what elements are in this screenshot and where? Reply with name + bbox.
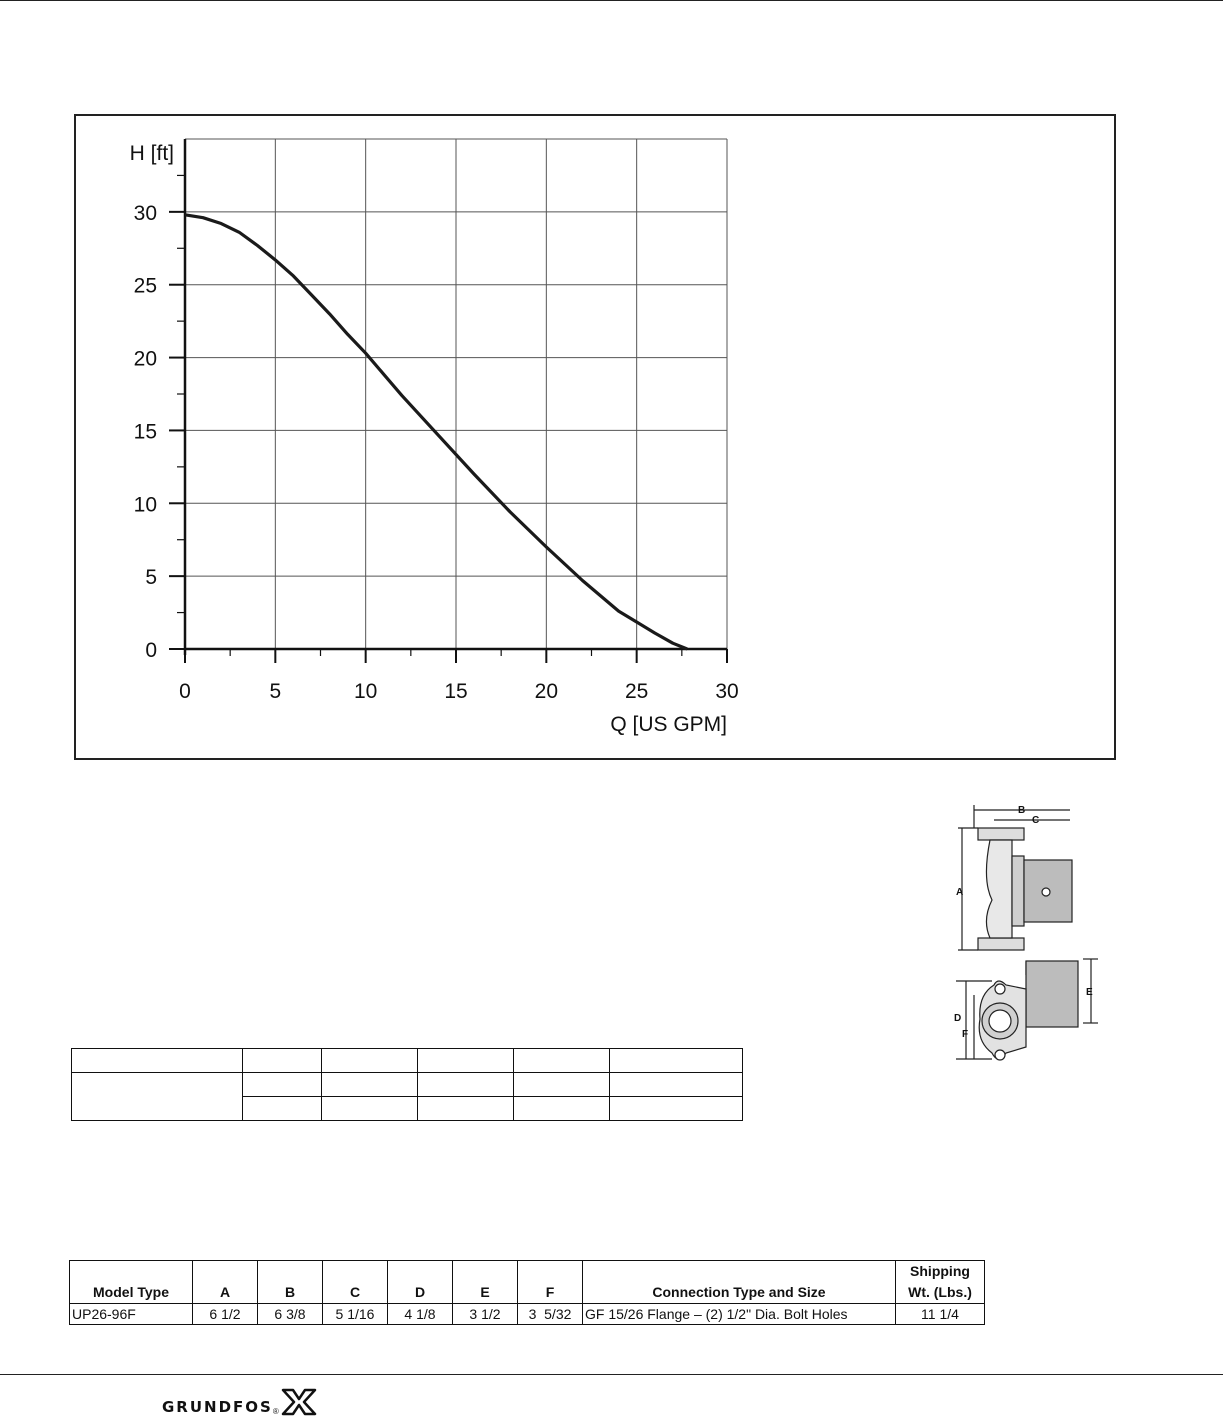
- y-axis-label: H [ft]: [129, 142, 174, 165]
- y-tick-label: 5: [145, 566, 157, 590]
- label-b: B: [1018, 805, 1026, 816]
- cell-e: 3 1/2: [453, 1304, 518, 1325]
- pump-curve-line: [185, 215, 687, 649]
- cell-weight: 11 1/4: [896, 1304, 985, 1325]
- pump-curve-chart: [74, 114, 1116, 760]
- header-connection: Connection Type and Size: [583, 1261, 896, 1304]
- table-cell: [72, 1049, 243, 1073]
- x-tick-label: 20: [534, 680, 559, 703]
- table-cell: [610, 1049, 743, 1073]
- grundfos-logo: [162, 1388, 317, 1416]
- cell-model: UP26-96F: [70, 1304, 193, 1325]
- y-tick-label: 0: [145, 639, 157, 662]
- header-b: B: [258, 1261, 323, 1304]
- pump-dimension-diagram: [948, 800, 1108, 975]
- logo-wordmark: GRUNDFOS: [162, 1398, 273, 1416]
- y-tick-label: 20: [133, 347, 157, 371]
- table-cell: [72, 1073, 243, 1121]
- table-cell: [322, 1097, 418, 1121]
- table-cell: [243, 1049, 322, 1073]
- table-cell: [322, 1073, 418, 1097]
- label-c: C: [1032, 815, 1040, 826]
- x-tick-label: 0: [179, 680, 191, 703]
- grundfos-x-icon: [281, 1388, 317, 1416]
- label-e: E: [1086, 987, 1093, 998]
- cell-a: 6 1/2: [193, 1304, 258, 1325]
- table-header-row: [70, 1261, 985, 1304]
- y-tick-label: 10: [133, 493, 157, 517]
- table-cell: [418, 1073, 514, 1097]
- x-axis-label: Q [US GPM]: [610, 713, 727, 736]
- x-tick-label: 10: [353, 680, 378, 703]
- label-a: A: [956, 887, 964, 898]
- table-cell: [610, 1097, 743, 1121]
- cell-b: 6 3/8: [258, 1304, 323, 1325]
- label-d: D: [954, 1013, 962, 1024]
- table-cell: [610, 1073, 743, 1097]
- pump-curve-svg: [76, 116, 1118, 762]
- x-tick-label: 15: [444, 680, 468, 703]
- table-row: [72, 1073, 743, 1097]
- table-cell: [514, 1049, 610, 1073]
- x-tick-label: 25: [624, 680, 649, 703]
- dimensions-table: [69, 1260, 985, 1325]
- cell-f: 3 5/32: [518, 1304, 583, 1325]
- x-tick-label: 5: [269, 680, 282, 703]
- table-cell: [514, 1073, 610, 1097]
- logo-registered-mark: ®: [272, 1407, 279, 1416]
- table-row: [72, 1049, 743, 1073]
- header-f: F: [518, 1261, 583, 1304]
- header-d: D: [388, 1261, 453, 1304]
- header-shipping: Shipping: [910, 1263, 970, 1279]
- table-cell: [514, 1097, 610, 1121]
- label-f: F: [962, 1029, 969, 1040]
- y-tick-label: 30: [133, 201, 157, 225]
- top-rule: [0, 0, 1223, 1]
- x-tick-label: 30: [715, 680, 739, 703]
- header-a: A: [193, 1261, 258, 1304]
- header-weight: Wt. (Lbs.): [908, 1284, 972, 1300]
- table-row: [70, 1304, 985, 1325]
- pump-front-diagram: [948, 955, 1118, 1070]
- table-cell: [243, 1073, 322, 1097]
- header-shipping-weight: [896, 1261, 985, 1304]
- header-model-type: Model Type: [70, 1261, 193, 1304]
- table-cell: [243, 1097, 322, 1121]
- bottom-rule: [0, 1374, 1223, 1375]
- table-cell: [418, 1049, 514, 1073]
- header-e: E: [453, 1261, 518, 1304]
- y-tick-label: 15: [133, 420, 157, 444]
- cell-d: 4 1/8: [388, 1304, 453, 1325]
- cell-connection: GF 15/26 Flange – (2) 1/2" Dia. Bolt Holes: [583, 1304, 896, 1325]
- y-tick-label: 25: [133, 274, 157, 298]
- table-cell: [418, 1097, 514, 1121]
- cell-c: 5 1/16: [323, 1304, 388, 1325]
- header-c: C: [323, 1261, 388, 1304]
- blank-grid-table: [71, 1048, 743, 1121]
- table-cell: [322, 1049, 418, 1073]
